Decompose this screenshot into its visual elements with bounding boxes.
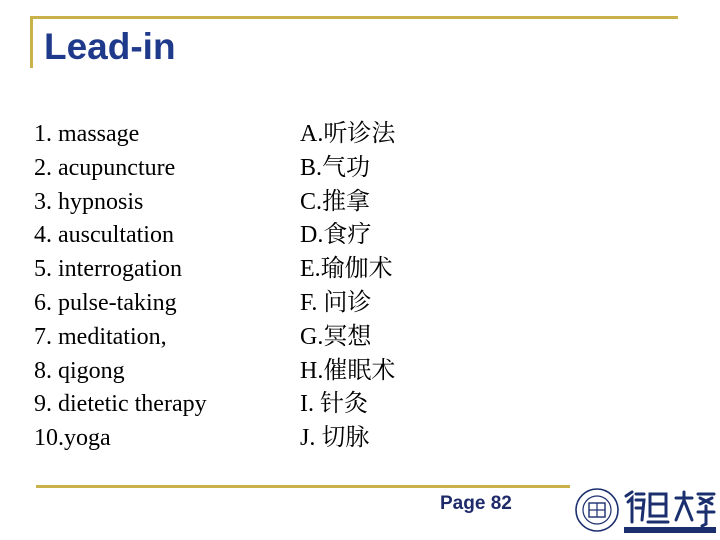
chinese-term-item: F. 问诊 xyxy=(300,289,372,316)
english-term-item: 10.yoga xyxy=(34,425,111,452)
chinese-term-item: J. 切脉 xyxy=(300,425,370,452)
english-term-item: 9. dietetic therapy xyxy=(34,391,207,418)
chinese-term-item: C.推拿 xyxy=(300,188,371,215)
university-logo-icon xyxy=(622,488,718,534)
slide-title: Lead-in xyxy=(44,26,176,67)
chinese-term-item: G.冥想 xyxy=(300,323,372,350)
chinese-term-item: I. 针灸 xyxy=(300,391,368,418)
english-term-item: 2. acupuncture xyxy=(34,154,176,181)
english-term-item: 8. qigong xyxy=(34,357,125,384)
english-term-item: 1. massage xyxy=(34,121,140,147)
english-term-item: 5. interrogation xyxy=(34,256,182,283)
university-seal-icon xyxy=(574,487,620,533)
english-term-item: 3. hypnosis xyxy=(34,188,144,215)
english-term-item: 4. auscultation xyxy=(34,222,174,249)
bottom-decorative-rule xyxy=(36,485,570,488)
chinese-term-item: A.听诊法 xyxy=(300,121,396,147)
chinese-term-item: B.气功 xyxy=(300,154,371,181)
left-decorative-rule xyxy=(30,16,33,68)
page-number-label: Page 82 xyxy=(440,493,512,514)
top-decorative-rule xyxy=(30,16,678,19)
english-term-item: 7. meditation, xyxy=(34,323,167,350)
chinese-term-item: H.催眠术 xyxy=(300,357,396,384)
chinese-term-list xyxy=(300,118,395,456)
english-term-item: 6. pulse-taking xyxy=(34,289,177,316)
chinese-term-item: E.瑜伽术 xyxy=(300,256,393,283)
english-term-list xyxy=(34,118,207,456)
chinese-term-item: D.食疗 xyxy=(300,222,372,249)
